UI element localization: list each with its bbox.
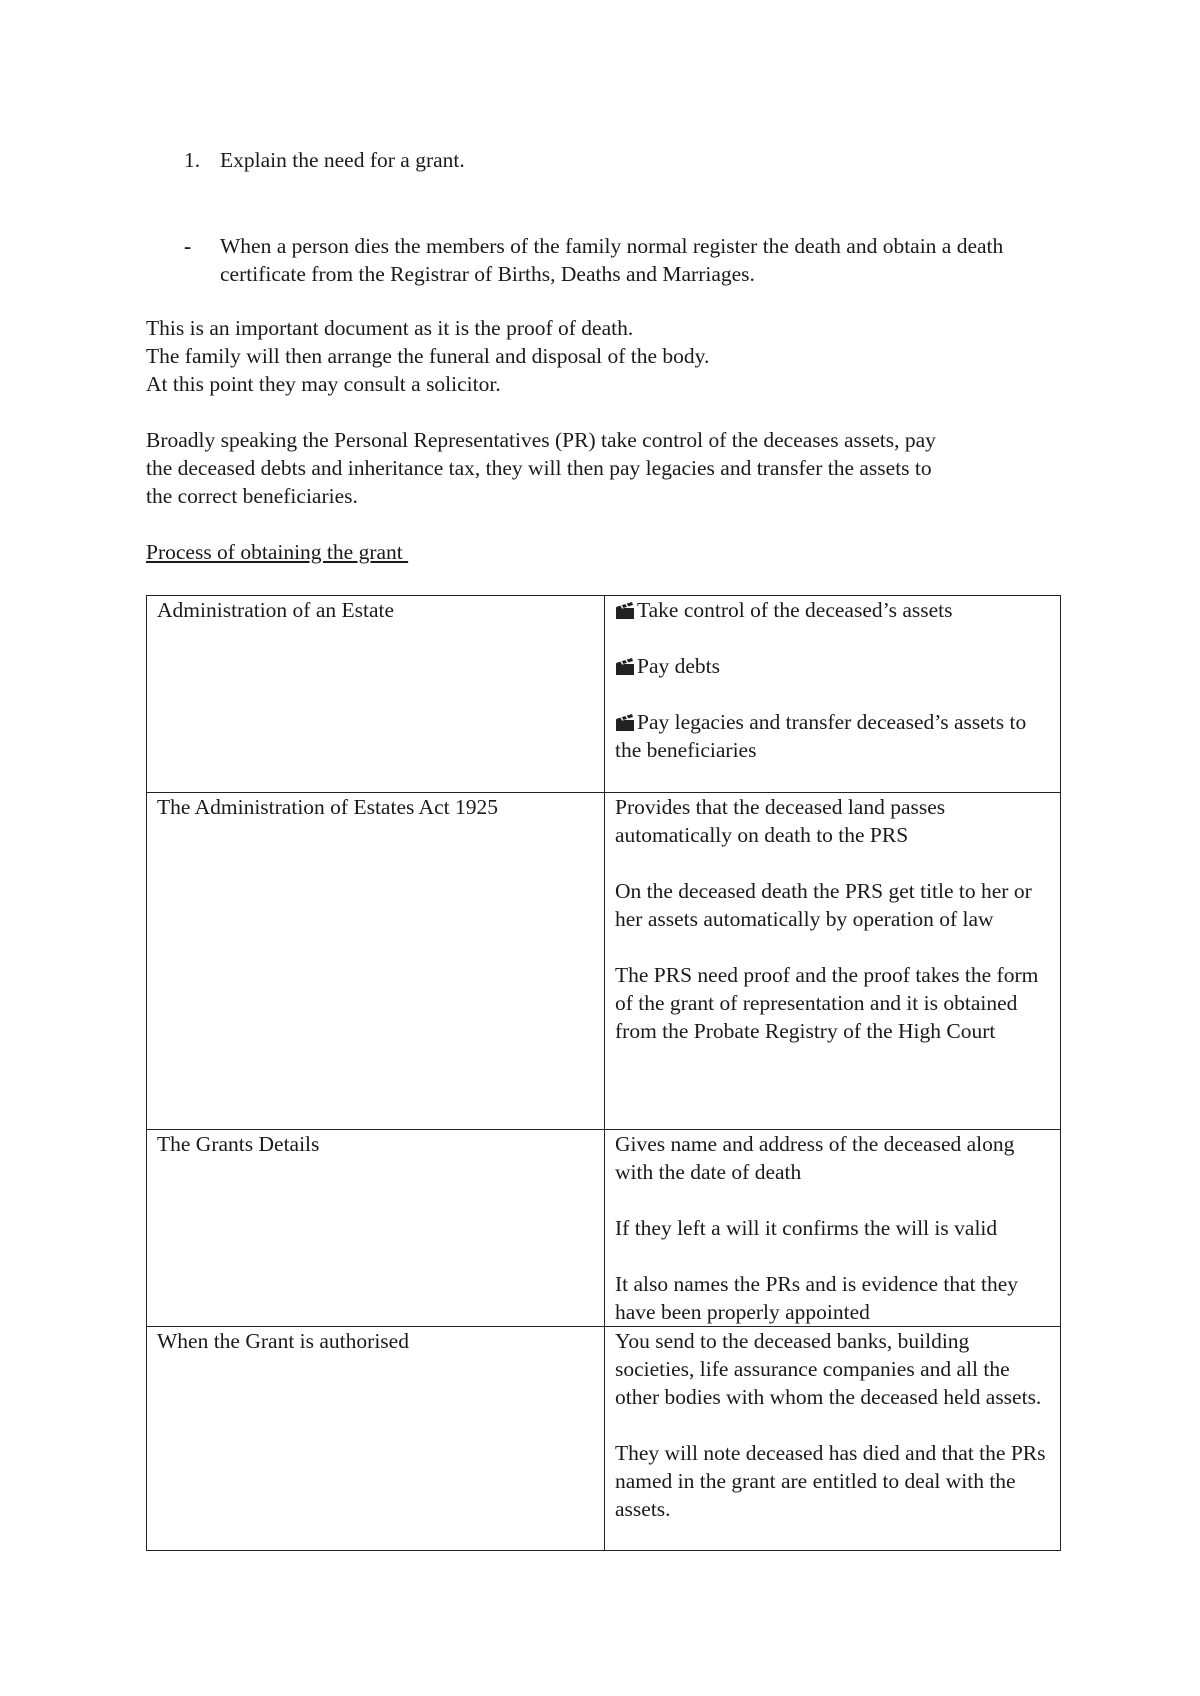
paragraph-line: At this point they may consult a solicitor. [146, 372, 501, 396]
paragraph-personal-representatives [146, 426, 1066, 510]
row-label-cell [147, 793, 605, 1130]
list-item: You send to the deceased banks, building societies, life assurance companies and all the other bodies with whom the deceased held assets. [615, 1329, 1042, 1409]
clapperboard-icon [615, 657, 635, 676]
list-item: They will note deceased has died and that the PRs named in the grant are entitled to deal with the assets. [615, 1441, 1046, 1521]
row-detail-cell [605, 596, 1061, 793]
list-item: Gives name and address of the deceased along with the date of death [615, 1132, 1015, 1184]
list-item: Pay legacies and transfer deceased’s assets to the beneficiaries [615, 710, 1027, 762]
list-item: Take control of the deceased’s assets [615, 596, 1050, 624]
list-item: Provides that the deceased land passes automatically on death to the PRS [615, 795, 946, 847]
row-detail-cell [605, 1130, 1061, 1327]
paragraph-line: the deceased debts and inheritance tax, they will then pay legacies and transfer the assets to [146, 456, 932, 480]
table-row [147, 1327, 1061, 1551]
clapperboard-icon [615, 601, 635, 620]
table-row [147, 1130, 1061, 1327]
row-label: The Grants Details [157, 1132, 320, 1156]
bullet-text: When a person dies the members of the family normal register the death and obtain a death certificate from the Registrar of Births, Deaths and Marriages. [220, 234, 1004, 286]
paragraph-line: Broadly speaking the Personal Representatives (PR) take control of the deceases assets, pay [146, 428, 936, 452]
clapperboard-icon [615, 713, 635, 732]
list-item: On the deceased death the PRS get title to her or her assets automatically by operation of law [615, 879, 1032, 931]
row-detail-cell [605, 793, 1061, 1130]
paragraph-line: The family will then arrange the funeral and disposal of the body. [146, 344, 710, 368]
list-item: The PRS need proof and the proof takes the form of the grant of representation and it is obtained from the Probate Registry of the High Court [615, 963, 1039, 1043]
row-label-cell [147, 1327, 605, 1551]
list-item: Pay debts [615, 652, 1050, 680]
grant-process-table [146, 595, 1061, 1551]
question-number: 1. [184, 148, 201, 172]
row-label: Administration of an Estate [157, 598, 395, 622]
list-item: If they left a will it confirms the will is valid [615, 1216, 998, 1240]
table-row [147, 793, 1061, 1130]
question-text: Explain the need for a grant. [220, 148, 465, 172]
row-label: The Administration of Estates Act 1925 [157, 795, 498, 819]
row-label-cell [147, 1130, 605, 1327]
section-heading: Process of obtaining the grant [146, 540, 409, 564]
bullet-marker: - [184, 234, 192, 258]
paragraph-proof-of-death [146, 314, 1066, 398]
table-row [147, 596, 1061, 793]
list-item: It also names the PRs and is evidence that they have been properly appointed [615, 1272, 1019, 1324]
row-detail-cell [605, 1327, 1061, 1551]
row-label-cell [147, 596, 605, 793]
paragraph-line: This is an important document as it is the proof of death. [146, 316, 634, 340]
row-label: When the Grant is authorised [157, 1329, 409, 1353]
paragraph-line: the correct beneficiaries. [146, 484, 358, 508]
